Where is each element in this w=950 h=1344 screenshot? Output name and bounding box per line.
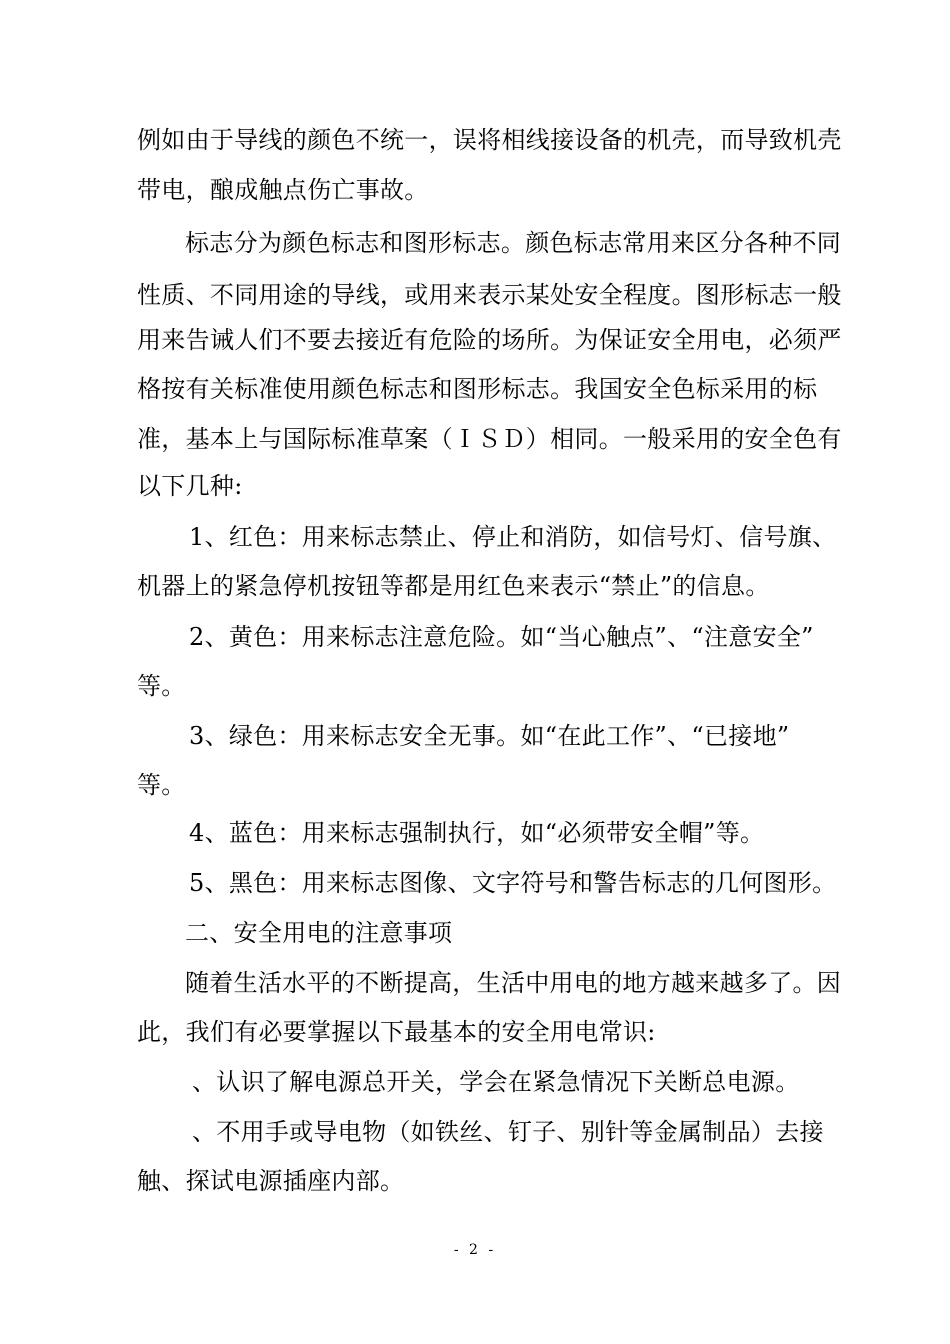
section-heading: 二、安全用电的注意事项	[185, 919, 453, 947]
paragraph-start-line: 随着生活水平的不断提高，生活中用电的地方越来越多了。因	[185, 969, 842, 997]
body-text-line: 等。	[137, 771, 186, 799]
body-text-line: 等。	[137, 672, 186, 700]
body-text-line: 带电，酿成触点伤亡事故。	[137, 176, 429, 204]
list-item: 、不用手或导电物（如铁丝、钉子、别针等金属制品）去接	[192, 1118, 824, 1146]
body-text-line: 此，我们有必要掌握以下最基本的安全用电常识:	[137, 1018, 656, 1046]
list-item: 、认识了解电源总开关，学会在紧急情况下关断总电源。	[192, 1068, 800, 1096]
body-text-line: 用来告诫人们不要去接近有危险的场所。为保证安全用电，必须严	[137, 326, 842, 354]
body-text-line: 准，基本上与国际标准草案（ＩＳＤ）相同。一般采用的安全色有	[137, 425, 842, 453]
list-item-blue: 4、蓝色：用来标志强制执行，如“必须带安全帽”等。	[189, 819, 765, 847]
body-text-line: 以下几种:	[137, 472, 243, 500]
body-text-line: 例如由于导线的颜色不统一，误将相线接设备的机壳，而导致机壳	[137, 126, 842, 154]
list-item-yellow: 2、黄色：用来标志注意危险。如“当心触点”、“注意安全”	[189, 623, 814, 651]
list-item-black: 5、黑色：用来标志图像、文字符号和警告标志的几何图形。	[189, 869, 837, 897]
body-text-line: 触、探试电源插座内部。	[137, 1167, 405, 1195]
list-item-red: 1、红色：用来标志禁止、停止和消防，如信号灯、信号旗、	[189, 523, 837, 551]
body-text-line: 格按有关标准使用颜色标志和图形标志。我国安全色标采用的标	[137, 375, 818, 403]
body-text-line: 机器上的紧急停机按钮等都是用红色来表示“禁止”的信息。	[137, 572, 770, 600]
body-text-line: 性质、不同用途的导线，或用来表示某处安全程度。图形标志一般	[137, 281, 842, 309]
list-item-green: 3、绿色：用来标志安全无事。如“在此工作”、“已接地”	[189, 722, 790, 750]
page-number: - 2 -	[453, 1242, 497, 1258]
paragraph-start-line: 标志分为颜色标志和图形标志。颜色标志常用来区分各种不同	[185, 229, 842, 257]
